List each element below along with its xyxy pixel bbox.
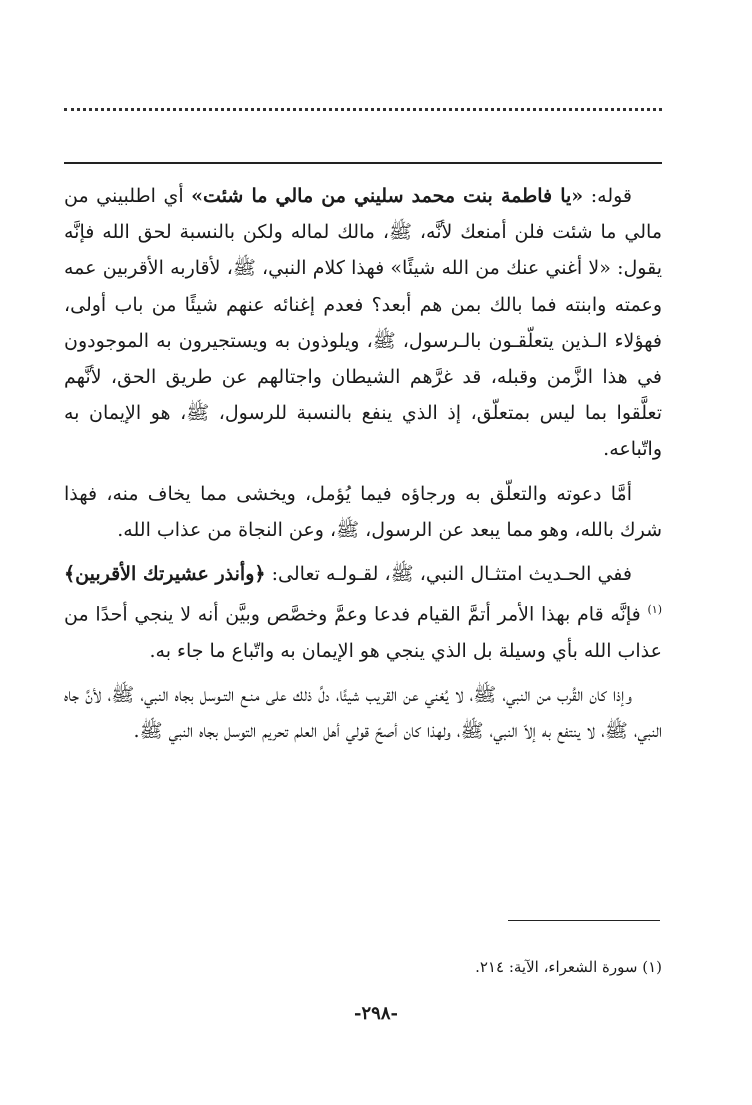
paragraph-4 (64, 677, 662, 749)
quran-verse: ﴿وأنذر عشيرتك الأقربين﴾ (64, 563, 266, 586)
footnote-marker: (١) (647, 603, 662, 617)
paragraph-3 (64, 556, 662, 669)
paragraph-text: أي اطلبيني من مالي ما شئت فلن أمنعك لأنَّه، ﷺ، مالك لماله ولكن بالنسبة لحق الله فإنَّه يقول: «لا أغني عنك من الله شيئًا» فهذا كلام النبي، ﷺ، لأقاربه الأقربين عمه وعمته وابنته فما بالك بمن هم أبعد؟ فعدم إغنائه عنهم شيئًا من باب أولى، فهؤلاء الـذين يتعلّقـون بالـرسول، ﷺ، ويلوذون به ويستجيرون به الموجودون في هذا الزَّمن وقبله، قد غرَّهم الشيطان واجتالهم عن طريق الحق، لأنَّهم تعلَّقوا بما ليس بمتعلّق، إذ الذي ينفع بالنسبة للرسول، ﷺ، هو الإيمان به واتّباعه. (64, 185, 662, 461)
paragraph-lead: قوله: (583, 185, 633, 207)
footnote: (١) سورة الشعراء، الآية: ٢١٤. (475, 958, 662, 976)
main-text (64, 178, 662, 757)
paragraph-1 (64, 178, 662, 468)
hadith-quote: «يا فاطمة بنت محمد سليني من مالي ما شئت» (191, 185, 584, 207)
paragraph-text: فإنَّه قام بهذا الأمر أتمَّ القيام فدعا وعمَّ وخصَّص وبيَّن أنه لا ينجي أحدًا من عذاب الله بأي وسيلة بل الذي ينجي هو الإيمان به واتّباع ما جاء به. (64, 603, 662, 662)
paragraph-text: وإذا كان القُرب من النبي، ﷺ، لا يُغني عن القريب شيئًا، دلَّ ذلك على منـع التـوسل بجاه النبي، ﷺ، لأنَّ جاه النبي، ﷺ، لا ينتفع به إلاّ النبي، ﷺ، ولهذا كان أصحّ قولي أهل العلم تحريم التوسل بجاه النبي ﷺ. (64, 683, 662, 743)
dotted-separator (64, 108, 662, 111)
page-number: -٢٩٨- (354, 1003, 398, 1024)
paragraph-lead: ففي الحـديث امتثـال النبي، ﷺ، لقـولـه تعالى: (265, 563, 633, 586)
paragraph-text: أمَّا دعوته والتعلّق به ورجاؤه فيما يُؤمل، ويخشى مما يخاف منه، فهذا شرك بالله، وهو مما يبعد عن الرسول، ﷺ، وعن النجاة من عذاب الله. (64, 482, 662, 541)
header-rule (64, 162, 662, 164)
paragraph-2 (64, 476, 662, 548)
footnote-rule (508, 920, 660, 921)
